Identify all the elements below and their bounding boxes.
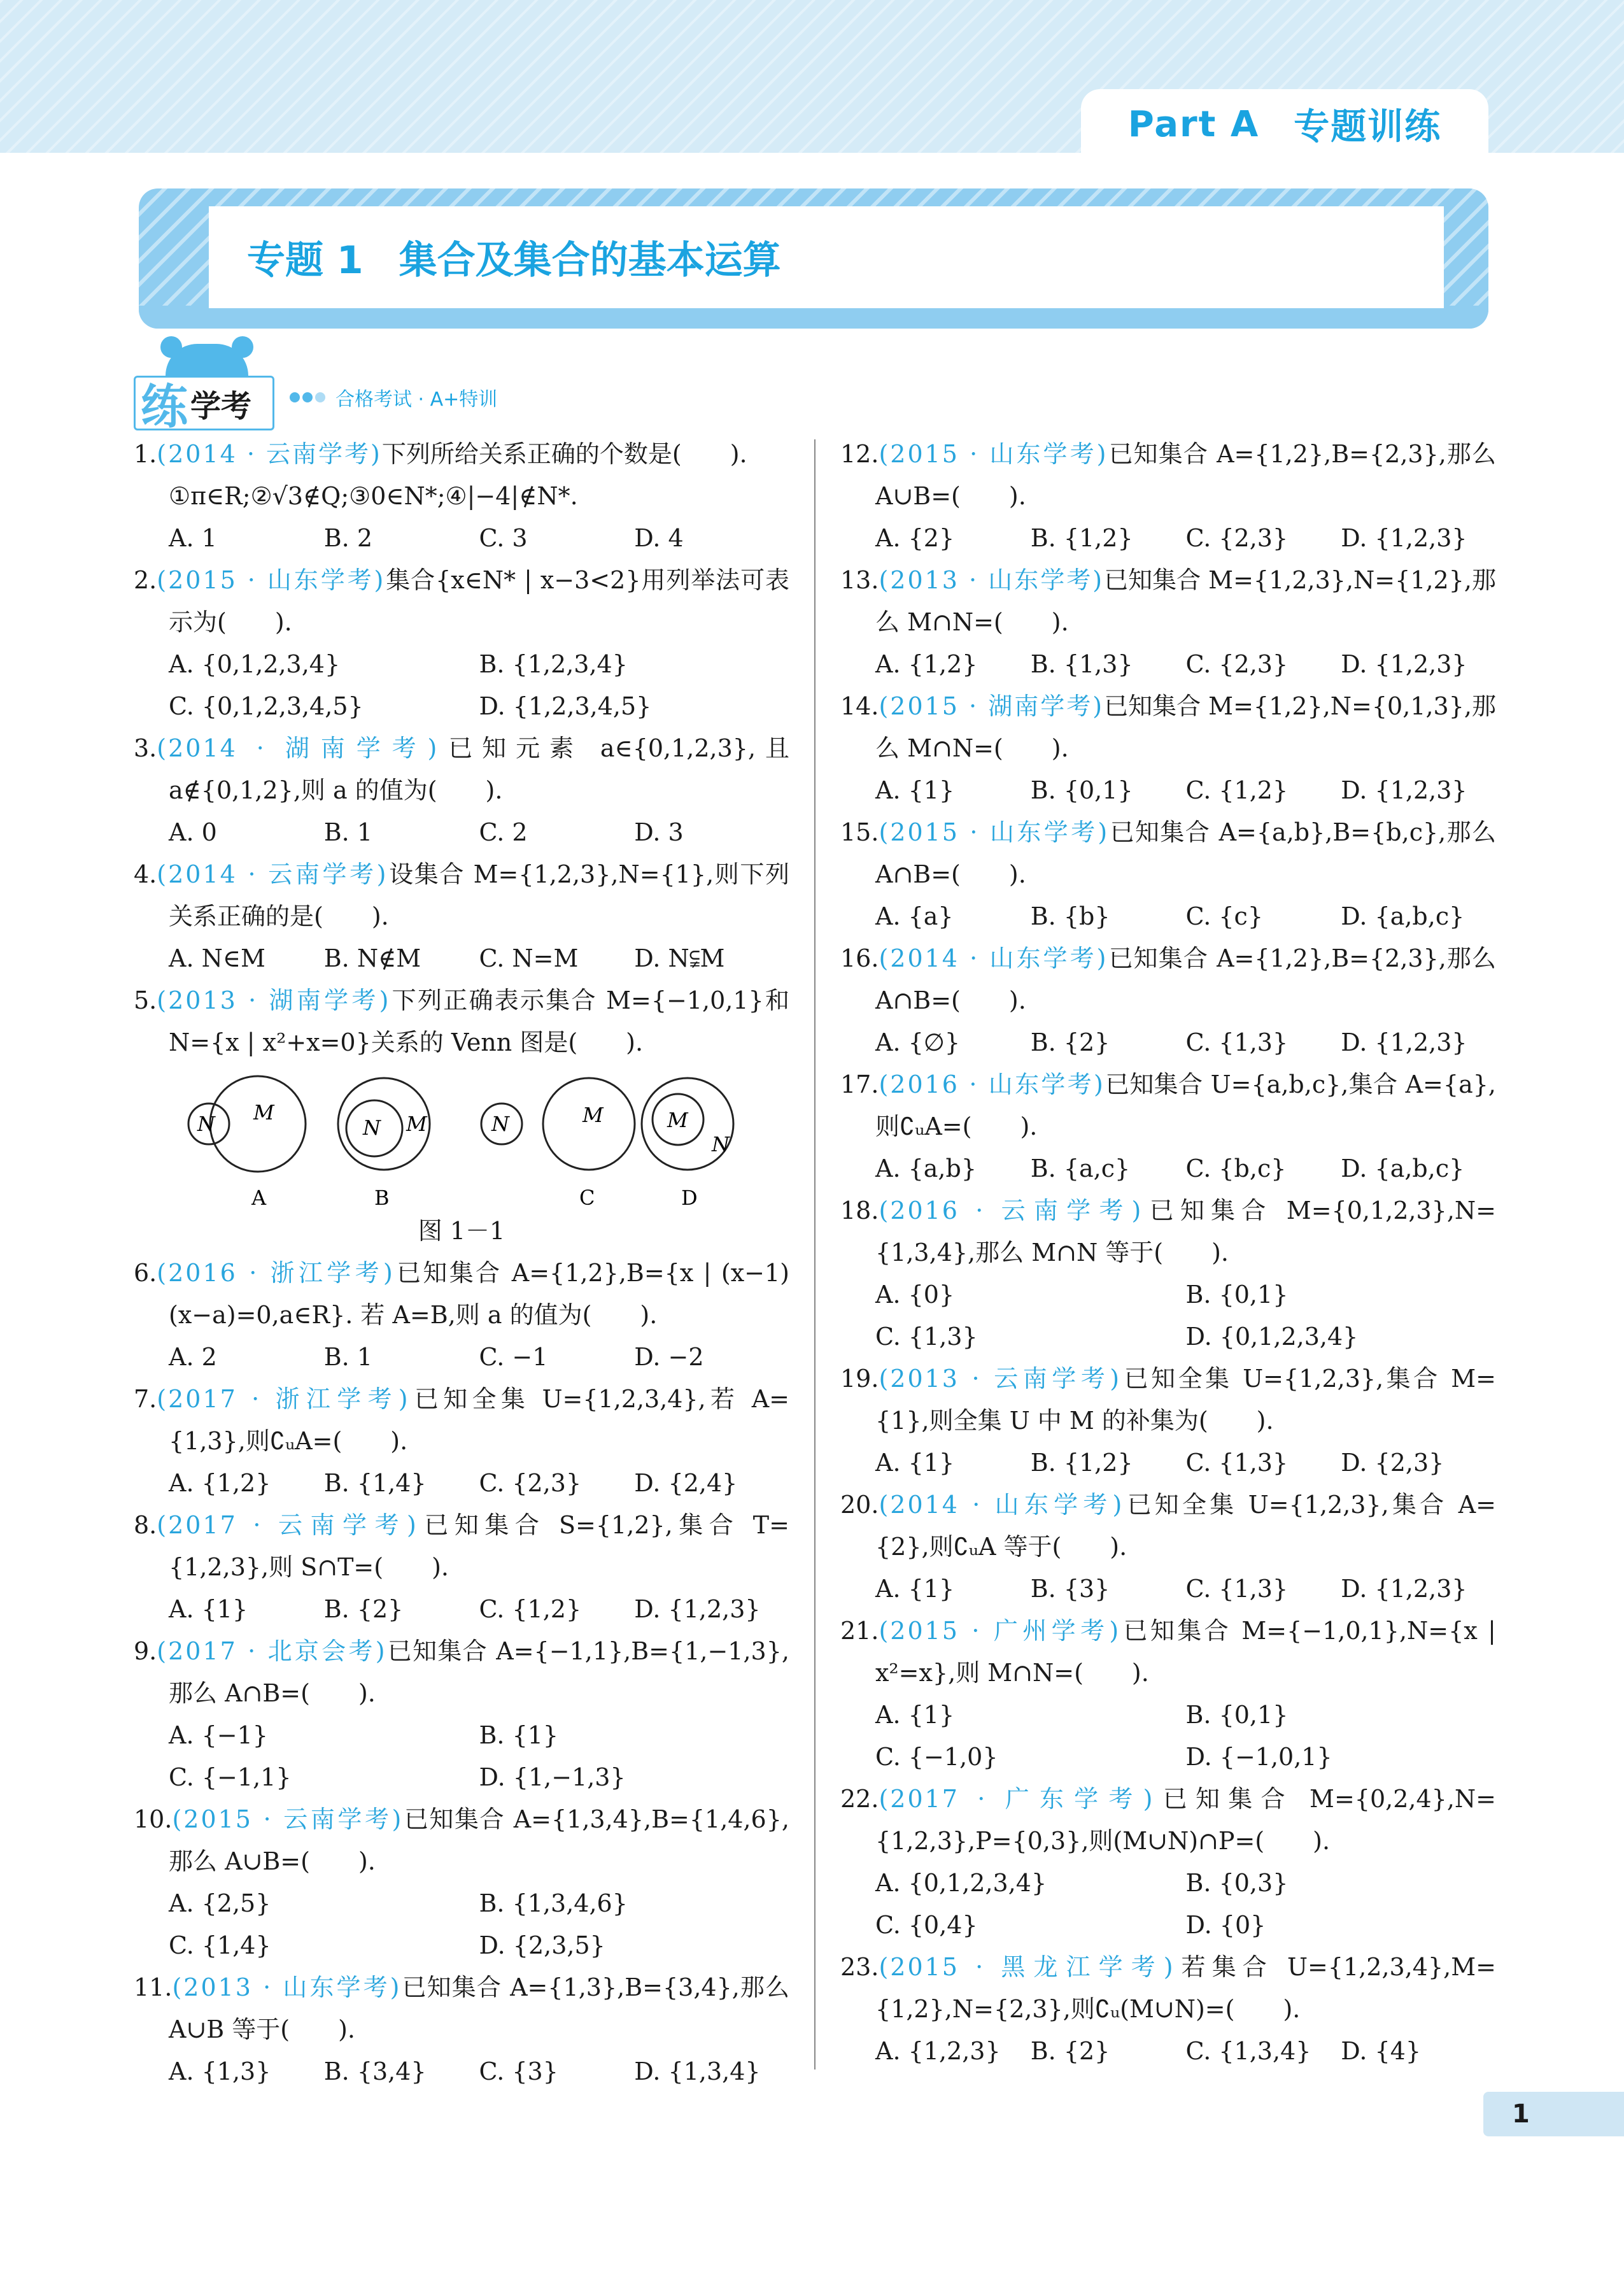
question-source: (2015 · 山东学考) — [157, 566, 386, 594]
answer-option: B. 1 — [323, 818, 373, 846]
question-source: (2016 · 山东学考) — [879, 1070, 1105, 1098]
question — [134, 727, 789, 853]
question — [134, 1252, 789, 1378]
answer-option: C. {3} — [479, 2057, 558, 2085]
answer-option: A. {0} — [875, 1281, 955, 1309]
answer-option: C. {2,3} — [1185, 524, 1289, 552]
question-source: (2015 · 云南学考) — [172, 1805, 404, 1833]
question-text: 已知全集 U={1,2,3,4},若 A={1,3},则∁ᵤA=( ). — [169, 1385, 789, 1455]
answer-options — [840, 1694, 1496, 1778]
answer-options — [134, 811, 789, 853]
question-source: (2015 · 山东学考) — [879, 818, 1110, 846]
question-source: (2013 · 云南学考) — [879, 1365, 1122, 1393]
question — [134, 433, 789, 559]
answer-option: D. {1,2,3,4,5} — [479, 692, 652, 720]
venn-c-n-label: N — [491, 1112, 509, 1136]
answer-option: B. {1,3,4,6} — [479, 1889, 628, 1917]
venn-option-label: A — [251, 1186, 267, 1210]
answer-option: A. {1} — [875, 1575, 955, 1603]
venn-option-label: C — [579, 1186, 595, 1210]
answer-options — [134, 1462, 789, 1504]
brand-char-2: 学考 — [190, 388, 252, 424]
question-number: 3. — [134, 734, 157, 762]
question-stem — [840, 1610, 1496, 1694]
question-source: (2014 · 湖南学考) — [157, 734, 439, 762]
answer-option: A. {a} — [875, 902, 954, 930]
question-text: 已知集合 A={1,2},B={2,3},那么 A∩B=( ). — [875, 944, 1496, 1014]
question-text: 已知集合 M={0,2,4},N={1,2,3},P={0,3},则(M∪N)∩P=( ). — [875, 1785, 1496, 1855]
question-stem — [840, 811, 1496, 895]
answer-option: D. {−1,0,1} — [1185, 1743, 1332, 1771]
answer-option: A. {∅} — [875, 1028, 961, 1056]
answer-option: B. {1,2,3,4} — [479, 650, 628, 678]
answer-option: D. {2,3} — [1341, 1449, 1444, 1477]
question-stem — [840, 685, 1496, 769]
question-source: (2014 · 云南学考) — [157, 860, 388, 888]
question-stem — [134, 1630, 789, 1714]
answer-option: A. {0,1,2,3,4} — [875, 1869, 1047, 1897]
answer-option: B. {1,4} — [323, 1469, 427, 1497]
answer-option: C. {−1,1} — [169, 1763, 292, 1791]
answer-option: A. 2 — [169, 1343, 217, 1371]
question — [134, 559, 789, 727]
question — [840, 685, 1496, 811]
answer-option: B. {0,1} — [1030, 776, 1133, 804]
answer-option: D. {1,−1,3} — [479, 1763, 626, 1791]
question-number: 21. — [840, 1617, 879, 1645]
answer-option: A. {2} — [875, 524, 955, 552]
part-label: Part A — [1127, 103, 1260, 145]
answer-options — [840, 895, 1496, 937]
answer-option: D. {4} — [1341, 2037, 1422, 2065]
answer-options — [134, 1588, 789, 1630]
answer-option: D. {1,2,3} — [1341, 776, 1467, 804]
question-source: (2015 · 黑龙江学考) — [879, 1953, 1175, 1981]
answer-option: C. {−1,0} — [875, 1743, 998, 1771]
answer-options — [840, 1147, 1496, 1189]
venn-diagrams — [172, 1063, 745, 1210]
answer-option: B. {2} — [1030, 2037, 1110, 2065]
question-stem — [134, 1378, 789, 1462]
question-source: (2016 · 浙江学考) — [157, 1259, 395, 1287]
question-statements: ①π∈R;②√3∉Q;③0∈N*;④|−4|∉N*. — [169, 482, 578, 510]
question — [134, 979, 789, 1252]
answer-options — [134, 2050, 789, 2092]
answer-option: A. {1,2,3} — [875, 2037, 1001, 2065]
right-column — [840, 433, 1496, 2072]
answer-option: A. {0,1,2,3,4} — [169, 650, 341, 678]
answer-option: B. {3,4} — [323, 2057, 427, 2085]
question-number: 16. — [840, 944, 879, 972]
question-source: (2013 · 湖南学考) — [157, 986, 391, 1014]
answer-option: C. {1,3} — [875, 1323, 978, 1351]
answer-option: D. {0} — [1185, 1911, 1266, 1939]
question-number: 4. — [134, 860, 157, 888]
question-text: 已知集合 A={1,3,4},B={1,4,6},那么 A∪B=( ). — [169, 1805, 789, 1875]
venn-a-n-label: N — [197, 1112, 215, 1136]
question-text: 已知集合 M={−1,0,1},N={x | x²=x},则 M∩N=( ). — [875, 1617, 1496, 1687]
answer-option: D. −2 — [634, 1343, 704, 1371]
dots-icon — [290, 392, 328, 402]
answer-option: C. {1,3} — [1185, 1028, 1289, 1056]
question-number: 12. — [840, 440, 879, 468]
answer-option: C. −1 — [479, 1343, 548, 1371]
question-text: 已知集合 M={1,2},N={0,1,3},那么 M∩N=( ). — [875, 692, 1496, 762]
venn-figure — [172, 1063, 789, 1210]
question — [134, 1798, 789, 1966]
answer-options — [134, 517, 789, 559]
answer-option: B. {a,c} — [1030, 1154, 1131, 1182]
answer-option: B. {1,2} — [1030, 524, 1133, 552]
question-stem — [840, 559, 1496, 643]
question — [134, 1504, 789, 1630]
answer-options — [840, 2030, 1496, 2072]
answer-options — [134, 1714, 789, 1798]
question-number: 8. — [134, 1511, 157, 1539]
answer-option: D. {1,2,3} — [1341, 1575, 1467, 1603]
part-tab — [1081, 89, 1488, 159]
question-number: 13. — [840, 566, 879, 594]
question-number: 5. — [134, 986, 157, 1014]
question-source: (2013 · 山东学考) — [879, 566, 1105, 594]
question — [840, 811, 1496, 937]
topic-number: 专题 1 — [247, 238, 364, 283]
answer-option: B. 2 — [323, 524, 373, 552]
answer-options — [840, 1021, 1496, 1063]
question-stem — [840, 1358, 1496, 1442]
question-text: 集合{x∈N* | x−3<2}用列举法可表示为( ). — [169, 566, 789, 636]
question-source: (2017 · 北京会考) — [157, 1637, 387, 1665]
question-text: 已知集合 S={1,2},集合 T={1,2,3},则 S∩T=( ). — [169, 1511, 789, 1581]
answer-option: B. {3} — [1030, 1575, 1110, 1603]
answer-option: A. {1} — [875, 776, 955, 804]
answer-option: A. {1,2} — [169, 1469, 271, 1497]
answer-options — [840, 769, 1496, 811]
question-stem — [840, 1946, 1496, 2030]
question-number: 9. — [134, 1637, 157, 1665]
question — [840, 1946, 1496, 2072]
answer-option: C. {2,3} — [479, 1469, 582, 1497]
question-number: 22. — [840, 1785, 879, 1813]
question-stem — [134, 853, 789, 937]
answer-options — [134, 1882, 789, 1966]
question-source: (2014 · 云南学考) — [157, 440, 382, 468]
answer-option: D. {1,2,3} — [634, 1595, 761, 1623]
question — [840, 1189, 1496, 1358]
topic-card — [209, 206, 1444, 308]
answer-option: C. {1,2} — [1185, 776, 1289, 804]
question-stem — [840, 1484, 1496, 1568]
question-stem — [840, 1778, 1496, 1862]
question-source: (2014 · 山东学考) — [879, 1491, 1124, 1519]
answer-option: A. {a,b} — [875, 1154, 977, 1182]
answer-option: A. {1} — [875, 1449, 955, 1477]
tagline-text: 合格考试 · A+特训 — [335, 388, 498, 411]
question-number: 14. — [840, 692, 879, 720]
question-text: 已知全集 U={1,2,3},集合 M={1},则全集 U 中 M 的补集为( ). — [875, 1365, 1496, 1435]
question-source: (2015 · 广州学考) — [879, 1617, 1121, 1645]
venn-b-m-label: M — [406, 1112, 427, 1136]
answer-option: C. {1,3,4} — [1185, 2037, 1311, 2065]
page-number: 1 — [1483, 2092, 1624, 2136]
venn-b-n-label: N — [363, 1116, 381, 1140]
answer-options — [134, 643, 789, 727]
topic-title: 集合及集合的基本运算 — [399, 238, 781, 283]
question-source: (2017 · 广东学考) — [879, 1785, 1155, 1813]
question — [840, 1484, 1496, 1610]
answer-options — [840, 1442, 1496, 1484]
question-number: 23. — [840, 1953, 879, 1981]
answer-option: B. {0,1} — [1185, 1281, 1289, 1309]
question-source: (2016 · 云南学考) — [879, 1196, 1143, 1225]
question-source: (2013 · 山东学考) — [172, 1973, 402, 2001]
answer-option: C. {c} — [1185, 902, 1264, 930]
question-stem — [134, 559, 789, 643]
question-source: (2015 · 湖南学考) — [879, 692, 1105, 720]
answer-option: D. {2,3,5} — [479, 1931, 605, 1959]
question-text: 已知集合 M={1,2,3},N={1,2},那么 M∩N=( ). — [875, 566, 1496, 636]
answer-options — [840, 1568, 1496, 1610]
question-stem — [134, 1504, 789, 1588]
answer-option: D. N⫋M — [634, 944, 725, 972]
question-stem — [840, 1189, 1496, 1274]
brand-char-1: 练 — [141, 380, 188, 434]
answer-options — [840, 517, 1496, 559]
answer-option: B. {2} — [1030, 1028, 1110, 1056]
question-text: 已知元素 a∈{0,1,2,3},且 a∉{0,1,2},则 a 的值为( ). — [169, 734, 789, 804]
answer-option: B. {2} — [323, 1595, 404, 1623]
answer-options — [134, 937, 789, 979]
answer-option: C. {1,4} — [169, 1931, 271, 1959]
venn-c-m-label: M — [583, 1103, 604, 1127]
question — [840, 559, 1496, 685]
answer-options — [134, 1336, 789, 1378]
question-number: 18. — [840, 1196, 879, 1225]
question-number: 15. — [840, 818, 879, 846]
question-text: 设集合 M={1,2,3},N={1},则下列关系正确的是( ). — [169, 860, 789, 930]
question-number: 11. — [134, 1973, 173, 2001]
answer-options — [840, 1862, 1496, 1946]
left-column — [134, 433, 789, 2092]
answer-option: D. {2,4} — [634, 1469, 738, 1497]
question-stem — [134, 1966, 789, 2050]
question — [134, 1378, 789, 1504]
question — [840, 1778, 1496, 1946]
answer-option: D. 4 — [634, 524, 684, 552]
question — [134, 1966, 789, 2092]
question-number: 10. — [134, 1805, 173, 1833]
figure-caption: 图 1－1 — [418, 1217, 505, 1245]
answer-option: C. {b,c} — [1185, 1154, 1287, 1182]
part-title: 专题训练 — [1294, 106, 1442, 148]
venn-d-m-label: M — [667, 1108, 688, 1132]
answer-option: B. {1,3} — [1030, 650, 1133, 678]
answer-option: A. {1,3} — [169, 2057, 271, 2085]
tagline — [290, 383, 497, 411]
question-number: 19. — [840, 1365, 879, 1393]
question-number: 17. — [840, 1070, 879, 1098]
answer-options — [840, 1274, 1496, 1358]
question-text: 已知集合 U={a,b,c},集合 A={a},则∁ᵤA=( ). — [875, 1070, 1496, 1140]
venn-a-m-label: M — [253, 1100, 274, 1125]
question-stem — [134, 1798, 789, 1882]
answer-option: D. {1,3,4} — [634, 2057, 761, 2085]
answer-option: A. 1 — [169, 524, 217, 552]
question-source: (2014 · 山东学考) — [879, 944, 1108, 972]
answer-option: C. {2,3} — [1185, 650, 1289, 678]
question-text: 下列所给关系正确的个数是( ). — [381, 440, 747, 468]
question-stem — [840, 937, 1496, 1021]
question-text: 若集合 U={1,2,3,4},M={1,2},N={2,3},则∁ᵤ(M∪N)=( ). — [875, 1953, 1496, 2023]
answer-option: B. 1 — [323, 1343, 373, 1371]
answer-option: A. {2,5} — [169, 1889, 271, 1917]
question-source: (2017 · 浙江学考) — [157, 1385, 410, 1413]
question-stem — [134, 979, 789, 1063]
answer-option: A. {−1} — [169, 1721, 268, 1749]
question-number: 1. — [134, 440, 157, 468]
answer-option: C. 3 — [479, 524, 528, 552]
brand-logo — [134, 344, 274, 434]
question-stem — [840, 1063, 1496, 1147]
question — [840, 1358, 1496, 1484]
answer-option: B. N∉M — [323, 944, 421, 972]
answer-option: D. {1,2,3} — [1341, 1028, 1467, 1056]
answer-option: D. {1,2,3} — [1341, 524, 1467, 552]
answer-option: C. {1,3} — [1185, 1575, 1289, 1603]
question-text: 已知全集 U={1,2,3},集合 A={2},则∁ᵤA 等于( ). — [875, 1491, 1496, 1561]
answer-options — [840, 643, 1496, 685]
question-stem — [840, 433, 1496, 517]
answer-option: D. {a,b,c} — [1341, 1154, 1465, 1182]
question-number: 6. — [134, 1259, 157, 1287]
answer-option: D. {a,b,c} — [1341, 902, 1465, 930]
answer-option: B. {0,3} — [1185, 1869, 1289, 1897]
question-text: 已知集合 A={1,2},B={2,3},那么 A∪B=( ). — [875, 440, 1496, 510]
question-text: 已知集合 A={a,b},B={b,c},那么 A∩B=( ). — [875, 818, 1496, 888]
answer-option: D. {0,1,2,3,4} — [1185, 1323, 1359, 1351]
question — [840, 1610, 1496, 1778]
question-text: 下列正确表示集合 M={−1,0,1}和 N={x | x²+x=0}关系的 Venn 图是( ). — [169, 986, 789, 1056]
question-text: 已知集合 A={1,3},B={3,4},那么 A∪B 等于( ). — [169, 1973, 789, 2043]
question-number: 2. — [134, 566, 157, 594]
column-divider — [814, 439, 816, 2070]
question-source: (2017 · 云南学考) — [157, 1511, 418, 1539]
answer-option: A. {1} — [875, 1701, 955, 1729]
answer-option: D. 3 — [634, 818, 684, 846]
answer-option: C. {0,4} — [875, 1911, 978, 1939]
answer-option: C. {0,1,2,3,4,5} — [169, 692, 364, 720]
answer-option: C. {1,3} — [1185, 1449, 1289, 1477]
question-source: (2015 · 山东学考) — [879, 440, 1108, 468]
answer-option: B. {1,2} — [1030, 1449, 1133, 1477]
answer-option: C. {1,2} — [479, 1595, 582, 1623]
answer-option: A. 0 — [169, 818, 217, 846]
answer-option: A. N∈M — [169, 944, 265, 972]
question-text: 已知集合 A={−1,1},B={1,−1,3},那么 A∩B=( ). — [169, 1637, 789, 1707]
answer-option: C. 2 — [479, 818, 528, 846]
answer-option: A. {1,2} — [875, 650, 978, 678]
venn-option-label: B — [374, 1186, 390, 1210]
question-stem — [134, 1252, 789, 1336]
question — [840, 433, 1496, 559]
question — [840, 1063, 1496, 1189]
question — [134, 853, 789, 979]
question-number: 20. — [840, 1491, 879, 1519]
answer-option: B. {1} — [479, 1721, 559, 1749]
answer-option: B. {b} — [1030, 902, 1110, 930]
answer-option: D. {1,2,3} — [1341, 650, 1467, 678]
answer-option: C. N=M — [479, 944, 579, 972]
answer-option: B. {0,1} — [1185, 1701, 1289, 1729]
question-text: 已知集合 A={1,2},B={x | (x−1)(x−a)=0,a∈R}. 若 A=B,则 a 的值为( ). — [169, 1259, 789, 1329]
question — [840, 937, 1496, 1063]
answer-option: A. {1} — [169, 1595, 248, 1623]
question-stem — [134, 433, 789, 475]
question-text: 已知集合 M={0,1,2,3},N={1,3,4},那么 M∩N 等于( ). — [875, 1196, 1496, 1267]
question-stem — [134, 727, 789, 811]
venn-d-n-label: N — [712, 1132, 730, 1156]
question-number: 7. — [134, 1385, 157, 1413]
venn-option-label: D — [681, 1186, 698, 1210]
question — [134, 1630, 789, 1798]
topic-banner — [139, 188, 1488, 329]
